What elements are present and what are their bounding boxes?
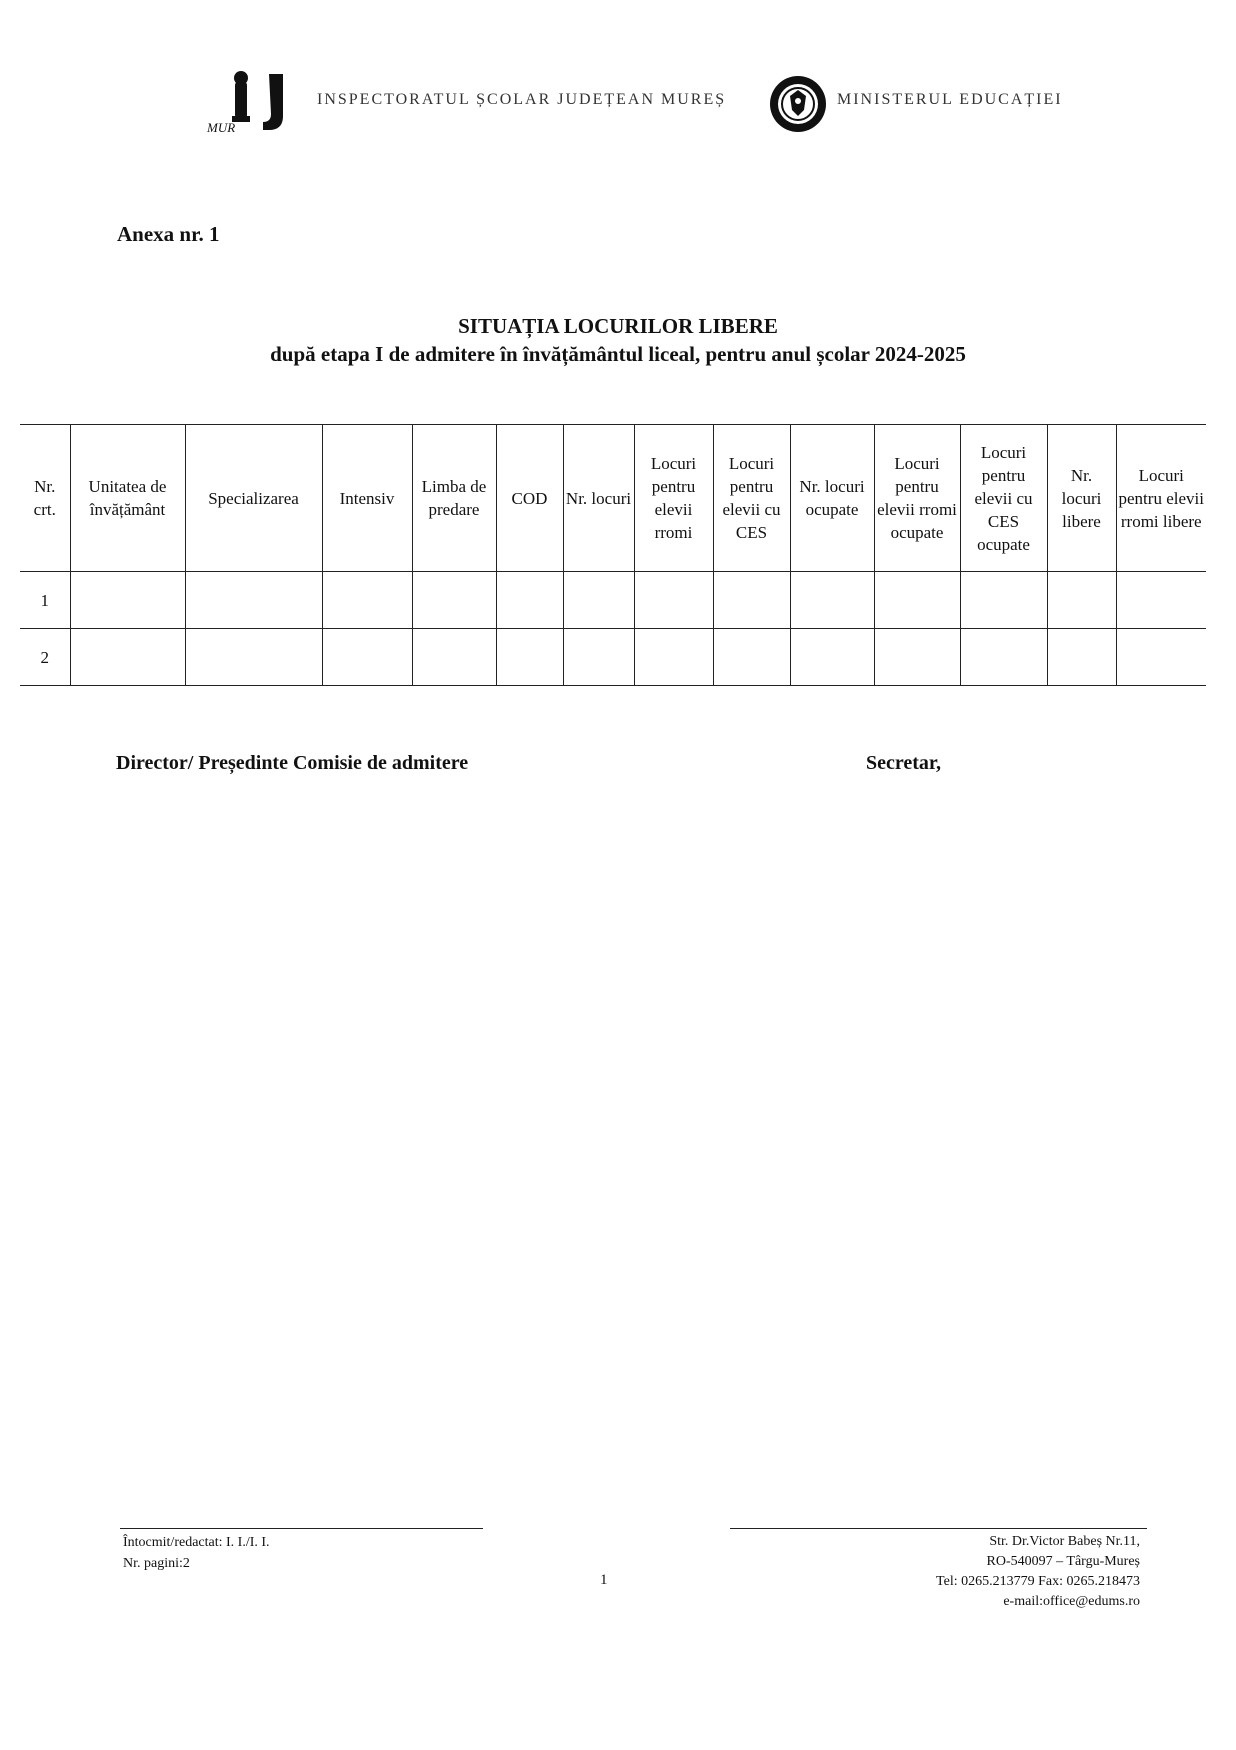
director-signature-label: Director/ Președinte Comisie de admitere (116, 752, 469, 774)
header-cell: COD (496, 425, 563, 572)
table-cell (563, 629, 634, 686)
government-emblem (768, 74, 828, 134)
table-cell (496, 629, 563, 686)
table-cell (634, 629, 713, 686)
table-cell (1047, 572, 1116, 629)
address-city: RO-540097 – Târgu-Mureș (986, 1554, 1140, 1569)
header-cell: Nr. crt. (20, 425, 70, 572)
svg-text:MUR: MUR (207, 120, 236, 135)
footer-page-count: Nr. pagini:2 (123, 1556, 190, 1571)
secretary-signature-label: Secretar, (866, 752, 941, 774)
header-cell: Locuri pentru elevii rromi ocupate (874, 425, 960, 572)
header-cell: Unitatea de învățământ (70, 425, 185, 572)
table-cell (185, 629, 322, 686)
table-cell: 1 (20, 572, 70, 629)
table-cell (713, 572, 790, 629)
footer-address (936, 1532, 1140, 1612)
table-cell (70, 572, 185, 629)
table-cell (563, 572, 634, 629)
footer-author (123, 1532, 270, 1574)
address-phone-fax: Tel: 0265.213779 Fax: 0265.218473 (936, 1574, 1140, 1589)
table-cell (634, 572, 713, 629)
footer-prepared-by: Întocmit/redactat: I. I./I. I. (123, 1535, 270, 1550)
table-cell (412, 572, 496, 629)
table-cell (1047, 629, 1116, 686)
header-cell: Nr. locuri ocupate (790, 425, 874, 572)
header-cell: Nr. locuri (563, 425, 634, 572)
header-cell: Limba de predare (412, 425, 496, 572)
header-cell: Locuri pentru elevii rromi libere (1116, 425, 1206, 572)
header-cell: Locuri pentru elevii rromi (634, 425, 713, 572)
header-cell: Locuri pentru elevii cu CES (713, 425, 790, 572)
table-cell (713, 629, 790, 686)
footer-divider-right (730, 1528, 1147, 1529)
ministry-name: MINISTERUL EDUCAȚIEI (837, 91, 1063, 108)
table-cell (960, 629, 1047, 686)
table-cell (412, 629, 496, 686)
table-cell (1116, 572, 1206, 629)
address-street: Str. Dr.Victor Babeș Nr.11, (989, 1534, 1140, 1549)
table-row (20, 572, 1206, 629)
table-cell (790, 572, 874, 629)
table-cell (790, 629, 874, 686)
table-cell (960, 572, 1047, 629)
table-cell (1116, 629, 1206, 686)
document-subtitle: după etapa I de admitere în învățământul liceal, pentru anul școlar 2024-2025 (270, 342, 966, 366)
page-number: 1 (600, 1572, 608, 1588)
table-cell (70, 629, 185, 686)
vacancies-table (20, 424, 1206, 686)
header-cell: Intensiv (322, 425, 412, 572)
header-cell: Locuri pentru elevii cu CES ocupate (960, 425, 1047, 572)
annex-label: Anexa nr. 1 (117, 222, 220, 246)
table-cell (874, 572, 960, 629)
table-cell (874, 629, 960, 686)
table-cell: 2 (20, 629, 70, 686)
isj-name: INSPECTORATUL ȘCOLAR JUDEȚEAN MUREȘ (317, 91, 727, 108)
header-cell: Specializarea (185, 425, 322, 572)
document-title: SITUAȚIA LOCURILOR LIBERE (458, 314, 778, 338)
address-email: e-mail:office@edums.ro (1003, 1594, 1140, 1609)
letterhead (205, 64, 1085, 144)
footer-divider-left (120, 1528, 483, 1529)
table-cell (322, 572, 412, 629)
table-cell (322, 629, 412, 686)
table-cell (496, 572, 563, 629)
header-cell: Nr. locuri libere (1047, 425, 1116, 572)
isj-logo (205, 68, 305, 138)
table-cell (185, 572, 322, 629)
table-row (20, 629, 1206, 686)
table-header-row (20, 425, 1206, 572)
